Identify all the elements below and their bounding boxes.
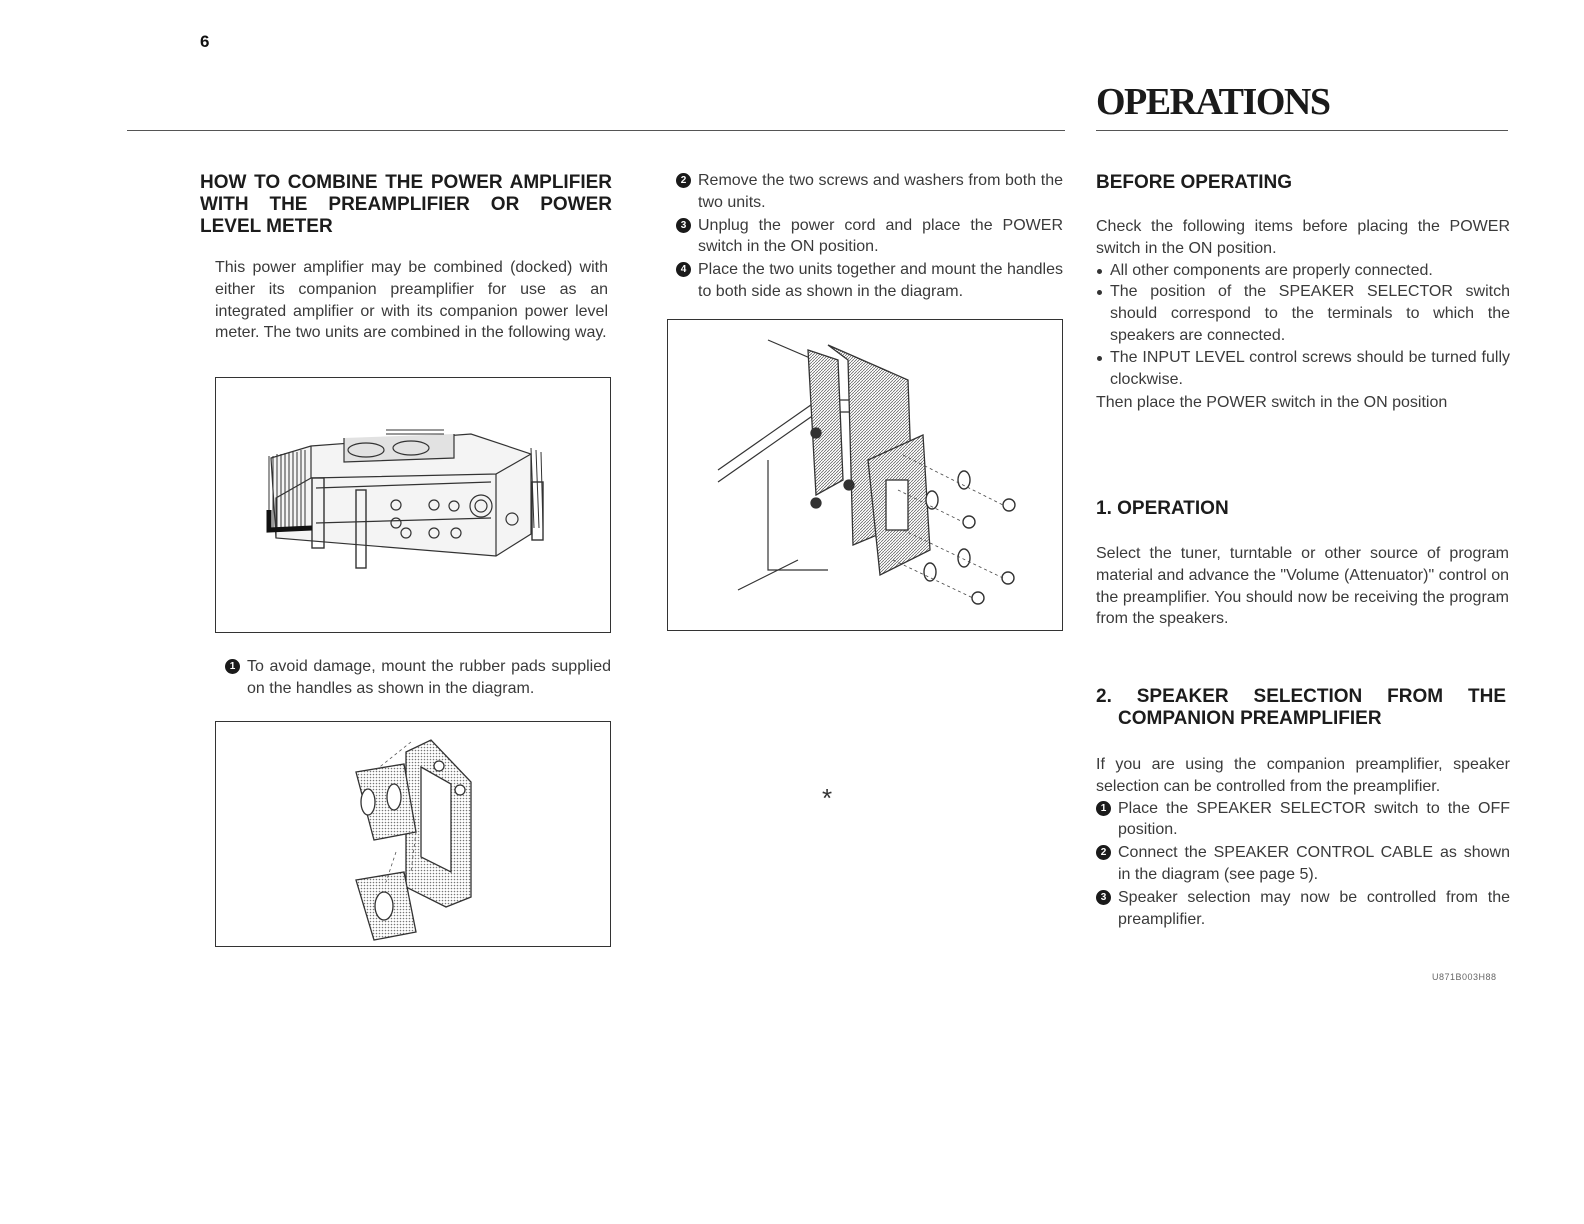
step-2-number: 2 [676,173,691,188]
document-code: U871B003H88 [1432,972,1497,982]
figure-rubber-pads [215,721,611,947]
mount-handles-illustration [668,320,1062,630]
check-item-1-text: All other components are properly connected. [1110,261,1433,279]
op2-step-2-text: Connect the SPEAKER CONTROL CABLE as shown in the diagram (see page 5). [1118,844,1510,883]
header-rule-left [127,130,1065,131]
op2-step-2 [1096,842,1510,886]
operation-2-intro: If you are using the companion preamplifier, speaker selection can be controlled from the preamplifier. [1096,756,1510,795]
operation-1-heading: 1. OPERATION [1096,498,1229,519]
docked-units-illustration [216,378,610,632]
step-2 [676,170,1063,214]
step-4 [676,259,1063,303]
op2-step-3-number: 3 [1096,890,1111,905]
rubber-pads-illustration [216,722,610,946]
step-2-text: Remove the two screws and washers from both the two units. [698,172,1063,211]
check-item-2 [1096,281,1510,346]
op2-step-3-text: Speaker selection may now be controlled from the preamplifier. [1118,888,1510,928]
page-number: 6 [200,32,210,51]
bullet-dot [1097,356,1102,361]
step-1-block [225,656,611,701]
op2-step-1-number: 1 [1096,801,1111,816]
asterisk-mark: * [822,783,833,813]
operation-2-heading-line2: COMPANION PREAMPLIFIER [1118,708,1382,729]
op2-step-3 [1096,887,1510,931]
before-operating-outro: Then place the POWER switch in the ON position [1096,394,1448,412]
step-3-text: Unplug the power cord and place the POWER switch in the ON position. [698,216,1063,256]
op2-step-1 [1096,798,1510,842]
figure-mount-handles [667,319,1063,631]
before-operating-intro: Check the following items before placing the POWER switch in the ON position. [1096,218,1510,257]
combine-intro: This power amplifier may be combined (docked) with either its companion preamplifier for use as an integrated amplifier or with its companion power level meter. The two units are combined in the following way. [215,259,608,342]
step-1 [225,656,611,700]
check-item-3-text: The INPUT LEVEL control screws should be turned fully clockwise. [1110,348,1510,388]
step-1-text: To avoid damage, mount the rubber pads supplied on the handles as shown in the diagram. [247,658,611,697]
bullet-dot [1097,290,1102,295]
step-4-text: Place the two units together and mount the handles to both side as shown in the diagram. [698,261,1063,300]
step-3-number: 3 [676,218,691,233]
op2-step-1-text: Place the SPEAKER SELECTOR switch to the OFF position. [1118,799,1510,839]
step-4-number: 4 [676,262,691,277]
step-3 [676,215,1063,259]
op2-step-2-number: 2 [1096,845,1111,860]
before-operating-heading: BEFORE OPERATING [1096,172,1292,193]
bullet-dot [1097,269,1102,274]
header-rule-right [1096,130,1508,131]
check-item-2-text: The position of the SPEAKER SELECTOR switch should correspond to the terminals to which the speakers are connected. [1110,283,1510,344]
step-1-number: 1 [225,659,240,674]
operation-2-heading-line1: 2. SPEAKER SELECTION FROM THE [1096,686,1506,707]
check-item-1 [1096,260,1510,282]
section-title: OPERATIONS [1096,81,1330,123]
combine-heading: HOW TO COMBINE THE POWER AMPLIFIER WITH THE PREAMPLIFIER OR POWER LEVEL METER [200,172,612,237]
figure-docked-units [215,377,611,633]
operation-1-text: Select the tuner, turntable or other source of program material and advance the "Volume (Attenuator)" control on the preamplifier. You should now be receiving the program from the speakers. [1096,545,1509,628]
check-item-3 [1096,347,1510,391]
middle-steps [676,170,1063,304]
operation-2-block [1096,754,1510,931]
before-operating-block [1096,216,1510,414]
